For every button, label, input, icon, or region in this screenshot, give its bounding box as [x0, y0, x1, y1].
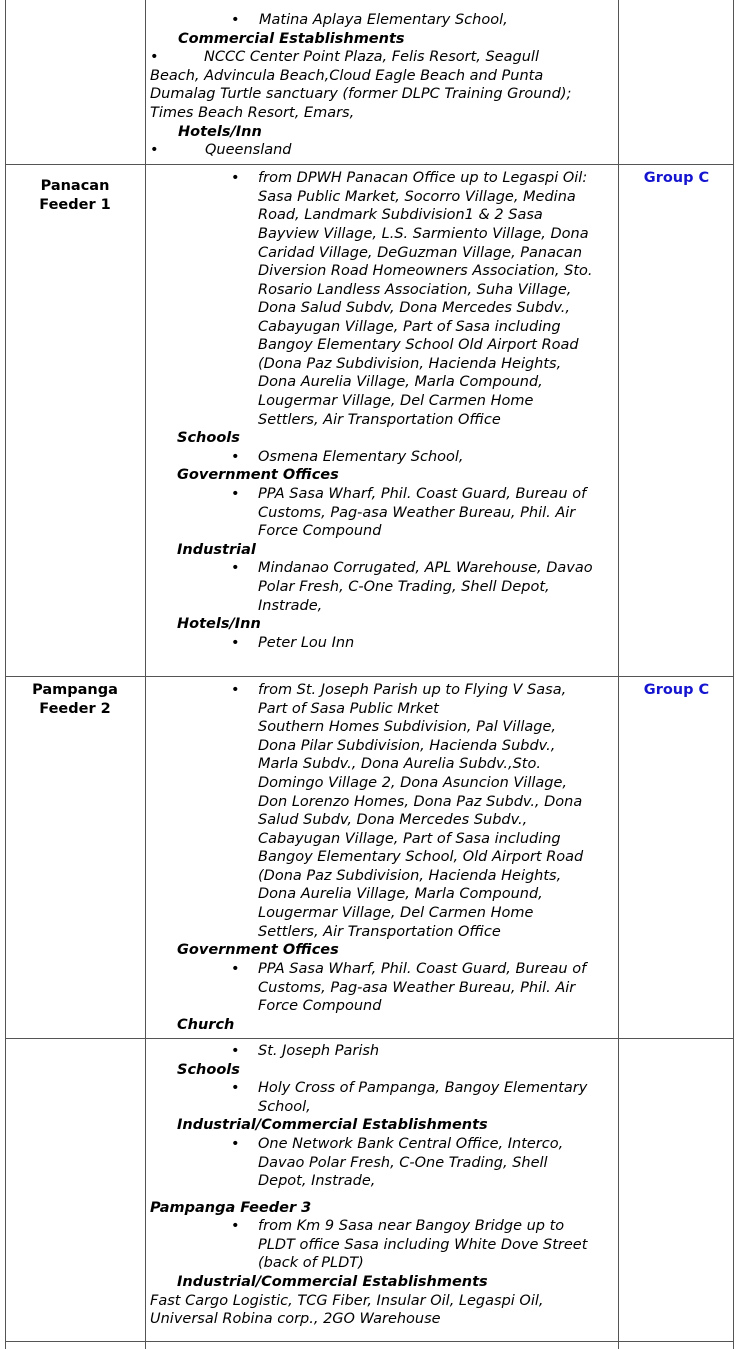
text-line: Force Compound [258, 998, 382, 1014]
text-line: Force Compound [258, 523, 382, 539]
section-heading: Industrial/Commercial Establishments [177, 1117, 488, 1133]
area-line: from DPWH Panacan Office up to Legaspi Oil: [258, 170, 588, 186]
feeder-name-line: Feeder 2 [39, 701, 111, 717]
section-heading: Church [177, 1017, 235, 1033]
text-line: Dumalag Turtle sanctuary (former DLPC Training Ground); [150, 86, 572, 102]
table-divider-1 [145, 0, 146, 1349]
bullet: • [231, 635, 240, 651]
bullet: • [231, 449, 240, 465]
text-line: Davao Polar Fresh, C-One Trading, Shell [258, 1155, 548, 1171]
text-line: PPA Sasa Wharf, Phil. Coast Guard, Bureau of [258, 486, 587, 502]
bullet: • [231, 1043, 240, 1059]
bullet: • [231, 170, 240, 186]
text-line: Times Beach Resort, Emars, [150, 105, 355, 121]
row-divider-4 [5, 1341, 734, 1342]
text-line: Customs, Pag-asa Weather Bureau, Phil. Air [258, 980, 576, 996]
text-line: PLDT office Sasa including White Dove Street [258, 1237, 588, 1253]
text-line: School, [258, 1099, 311, 1115]
feeder-3-heading: Pampanga Feeder 3 [150, 1200, 312, 1216]
area-line: Marla Subdv., Dona Aurelia Subdv.,Sto. [258, 756, 541, 772]
text-line: Mindanao Corrugated, APL Warehouse, Davao [258, 560, 593, 576]
area-line: (Dona Paz Subdivision, Hacienda Heights, [258, 356, 562, 372]
group-label: Group C [643, 170, 710, 186]
section-heading: Hotels/Inn [177, 616, 261, 632]
area-line: Cabayugan Village, Part of Sasa including [258, 831, 561, 847]
section-heading: Schools [177, 1062, 240, 1078]
section-heading: Government Offices [177, 942, 339, 958]
area-line: (Dona Paz Subdivision, Hacienda Heights, [258, 868, 562, 884]
bullet: • [231, 12, 240, 28]
row-divider-2 [5, 676, 734, 677]
group-label: Group C [643, 682, 710, 698]
school-item: Osmena Elementary School, [258, 449, 464, 465]
area-line: Diversion Road Homeowners Association, Sto. [258, 263, 593, 279]
text-line: Customs, Pag-asa Weather Bureau, Phil. Air [258, 505, 576, 521]
area-line: Salud Subdv, Dona Mercedes Subdv., [258, 812, 528, 828]
area-line: Caridad Village, DeGuzman Village, Panacan [258, 245, 583, 261]
row-divider-3 [5, 1038, 734, 1039]
bullet: • [231, 1218, 240, 1234]
section-heading: Schools [177, 430, 240, 446]
bullet: • [150, 142, 159, 158]
text-line: Fast Cargo Logistic, TCG Fiber, Insular Oil, Legaspi Oil, [150, 1293, 544, 1309]
area-line: Lougermar Village, Del Carmen Home [258, 393, 534, 409]
area-line: Bangoy Elementary School, Old Airport Road [258, 849, 584, 865]
area-line: Settlers, Air Transportation Office [258, 924, 501, 940]
bullet: • [150, 49, 159, 65]
area-line: from St. Joseph Parish up to Flying V Sasa, [258, 682, 567, 698]
area-line: Bayview Village, L.S. Sarmiento Village, Dona [258, 226, 589, 242]
text-line: from Km 9 Sasa near Bangoy Bridge up to [258, 1218, 565, 1234]
area-line: Dona Salud Subdv, Dona Mercedes Subdv., [258, 300, 570, 316]
feeder-name [5, 681, 145, 719]
text-line: (back of PLDT) [258, 1255, 364, 1271]
area-line: Sasa Public Market, Socorro Village, Medina [258, 189, 576, 205]
hotel-item: Peter Lou Inn [258, 635, 355, 651]
bullet: • [231, 560, 240, 576]
area-line: Settlers, Air Transportation Office [258, 412, 501, 428]
bullet: • [231, 1136, 240, 1152]
hotel-item: Queensland [205, 142, 292, 158]
bullet: • [231, 961, 240, 977]
section-heading: Hotels/Inn [178, 124, 262, 140]
section-heading: Commercial Establishments [178, 31, 405, 47]
area-line: Domingo Village 2, Dona Asuncion Village, [258, 775, 568, 791]
feeder-name-line: Feeder 1 [39, 197, 111, 213]
section-heading: Industrial/Commercial Establishments [177, 1274, 488, 1290]
text-line: Holy Cross of Pampanga, Bangoy Elementary [258, 1080, 588, 1096]
area-line: Bangoy Elementary School Old Airport Road [258, 337, 579, 353]
area-line: Cabayugan Village, Part of Sasa including [258, 319, 561, 335]
text-line: Universal Robina corp., 2GO Warehouse [150, 1311, 441, 1327]
table-divider-2 [618, 0, 619, 1349]
text-line: Beach, Advincula Beach,Cloud Eagle Beach and Punta [150, 68, 544, 84]
text-line: One Network Bank Central Office, Interco, [258, 1136, 564, 1152]
area-line: Rosario Landless Association, Suha Village, [258, 282, 572, 298]
area-line: Don Lorenzo Homes, Dona Paz Subdv., Dona [258, 794, 583, 810]
feeder-name [5, 177, 145, 215]
area-line: Road, Landmark Subdivision1 & 2 Sasa [258, 207, 543, 223]
text-line: NCCC Center Point Plaza, Felis Resort, Seagull [204, 49, 539, 65]
area-line: Southern Homes Subdivision, Pal Village, [258, 719, 557, 735]
feeder-name-line: Pampanga [32, 682, 118, 698]
area-line: Dona Pilar Subdivision, Hacienda Subdv., [258, 738, 556, 754]
text-line: Instrade, [258, 598, 323, 614]
bullet: • [231, 486, 240, 502]
area-line: Dona Aurelia Village, Marla Compound, [258, 886, 543, 902]
area-line: Dona Aurelia Village, Marla Compound, [258, 374, 543, 390]
row-divider-1 [5, 164, 734, 165]
bullet: • [231, 1080, 240, 1096]
feeder-name-line: Panacan [40, 178, 110, 194]
section-heading: Industrial [177, 542, 256, 558]
text-line: PPA Sasa Wharf, Phil. Coast Guard, Bureau of [258, 961, 587, 977]
bullet: • [231, 682, 240, 698]
church-item: St. Joseph Parish [258, 1043, 380, 1059]
section-heading: Government Offices [177, 467, 339, 483]
area-line: Lougermar Village, Del Carmen Home [258, 905, 534, 921]
area-line: Part of Sasa Public Mrket [258, 701, 439, 717]
text-line: Polar Fresh, C-One Trading, Shell Depot, [258, 579, 550, 595]
text-line: Depot, Instrade, [258, 1173, 376, 1189]
table-border-right [733, 0, 734, 1349]
school-item: Matina Aplaya Elementary School, [259, 12, 508, 28]
